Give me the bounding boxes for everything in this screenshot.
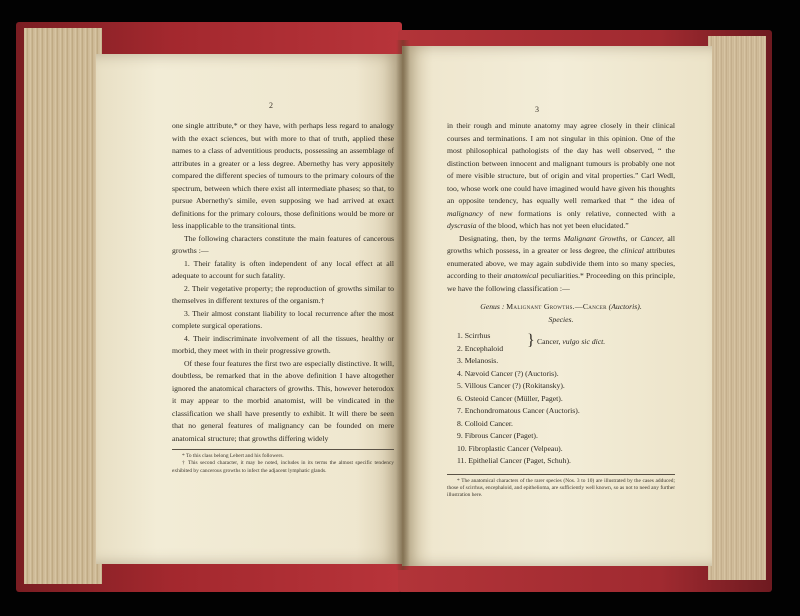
- footnote: * The anatomical characters of the rarer species (Nos. 3 to 10) are illustrated by the cases adduced; those of scirrhus, encephaloid, and epithelioma, are sufficiently well known, so as not to need any further illustration here.: [447, 477, 675, 499]
- list-item: 2. Their vegetative property; the reproduction of growths similar to themselves in different textures of the organism.†: [172, 283, 394, 305]
- list-item: 4. Their indiscriminate involvement of all the tissues, healthy or morbid, they meet with in their progressive growth.: [172, 333, 394, 355]
- left-paragraph-2: The following characters constitute the main features of cancerous growths :—: [172, 233, 394, 255]
- right-footnote: [447, 478, 675, 500]
- footnote: * To this class belong Lebert and his followers.: [182, 453, 284, 459]
- cancer-features-list: [172, 258, 394, 358]
- list-item: 8. Colloid Cancer.: [457, 418, 513, 428]
- footnote-rule: [447, 474, 675, 475]
- right-page-text: [447, 120, 675, 500]
- left-page-text: [172, 120, 394, 475]
- species-list: [457, 330, 675, 468]
- brace-label: Cancer, vulgo sic dict.: [537, 337, 606, 346]
- genus-heading: Genus : Malignant Growths.—Cancer (Auctoris).: [480, 302, 642, 311]
- list-item: 7. Enchondromatous Cancer (Auctoris).: [457, 406, 580, 415]
- footnote: † This second character, it may be noted, includes in its terms the almost specific tendency exhibited by cancerous growths to infect the adjacent lymphatic glands.: [172, 460, 394, 474]
- list-item: 3. Melanosis.: [457, 356, 499, 365]
- left-paragraph-3: Of these four features the first two are especially distinctive. It will, doubtless, be remarked that in the above definition I have altogether ignored the anatomical characters of growths. This, however heterodox it may appear to the morbid anatomist, will be vindicated in the classification we shall have presently to exhibit. It will there be seen that no general features of malignancy can be founded on mere anatomical structure; that growths differing widely: [172, 358, 394, 443]
- species-heading: Species.: [548, 314, 574, 324]
- left-page-number: 2: [269, 101, 273, 110]
- left-paragraph-1: one single attribute,* or they have, with perhaps less regard to analogy with the exact sciences, but with more to that of truth, applied these names to a class of adventitious products, possessing an assemblage of attributes in a greater or a less degree. Abernethy has very appositely compared the different species of tumours to the primary colours of the spectrum, between which there exist all intermediate phases; so that, to pursue Abernethy's simile, even supposing we had arrived at exact definitions for the primary colours, those definitions would be more or less inapplicable to the transitional tints.: [172, 121, 394, 230]
- list-item: 2. Encephaloid: [457, 343, 504, 353]
- bracketed-species: [457, 330, 675, 355]
- footnote-rule: [172, 449, 394, 450]
- list-item: 11. Epithelial Cancer (Paget, Schuh).: [457, 456, 571, 465]
- left-footnotes: [172, 453, 394, 475]
- list-item: 6. Osteoid Cancer (Müller, Paget).: [457, 393, 563, 403]
- list-item: 1. Scirrhus: [457, 331, 491, 340]
- page-edges-left: [24, 28, 102, 584]
- right-paragraph-2: Designating, then, by the terms Malignant Growths, or Cancer, all growths which possess, in a greater or less degree, the clinical attributes enumerated above, we may again subdivide them into so many species, according to their anatomical peculiarities.* Proceeding on this principle, we have the following classification :—: [447, 233, 676, 293]
- list-item: 4. Nævoid Cancer (?) (Auctoris).: [457, 368, 559, 378]
- list-item: 10. Fibroplastic Cancer (Velpeau).: [457, 443, 563, 453]
- list-item: 1. Their fatality is often independent of any local effect at all adequate to account for such fatality.: [172, 258, 394, 280]
- list-item: 5. Villous Cancer (?) (Rokitansky).: [457, 381, 565, 390]
- page-edges-right: [708, 36, 766, 580]
- right-paragraph-1: in their rough and minute anatomy may agree closely in their clinical courses and terminations. I am not singular in this opinion. One of the most philosophical pathologists of the day has well observed, “ the distinction between innocent and malignant tumours is probably one not of mere visible structure, but of origin and vital properties.” Carl Wedl, too, whose work one could have imagined would have given his thoughts an opposite tendency, has equally well remarked that “ the idea of malignancy of new formations is only relative, connected with a dyscrasia of the blood, which has not yet been elucidated.”: [447, 121, 675, 230]
- list-item: 9. Fibrous Cancer (Paget).: [457, 431, 538, 440]
- right-page-number: 3: [535, 105, 539, 114]
- brace-glyph: }: [527, 332, 535, 349]
- list-item: 3. Their almost constant liability to local recurrence after the most complete surgical operations.: [172, 308, 394, 330]
- book-gutter: [396, 40, 410, 570]
